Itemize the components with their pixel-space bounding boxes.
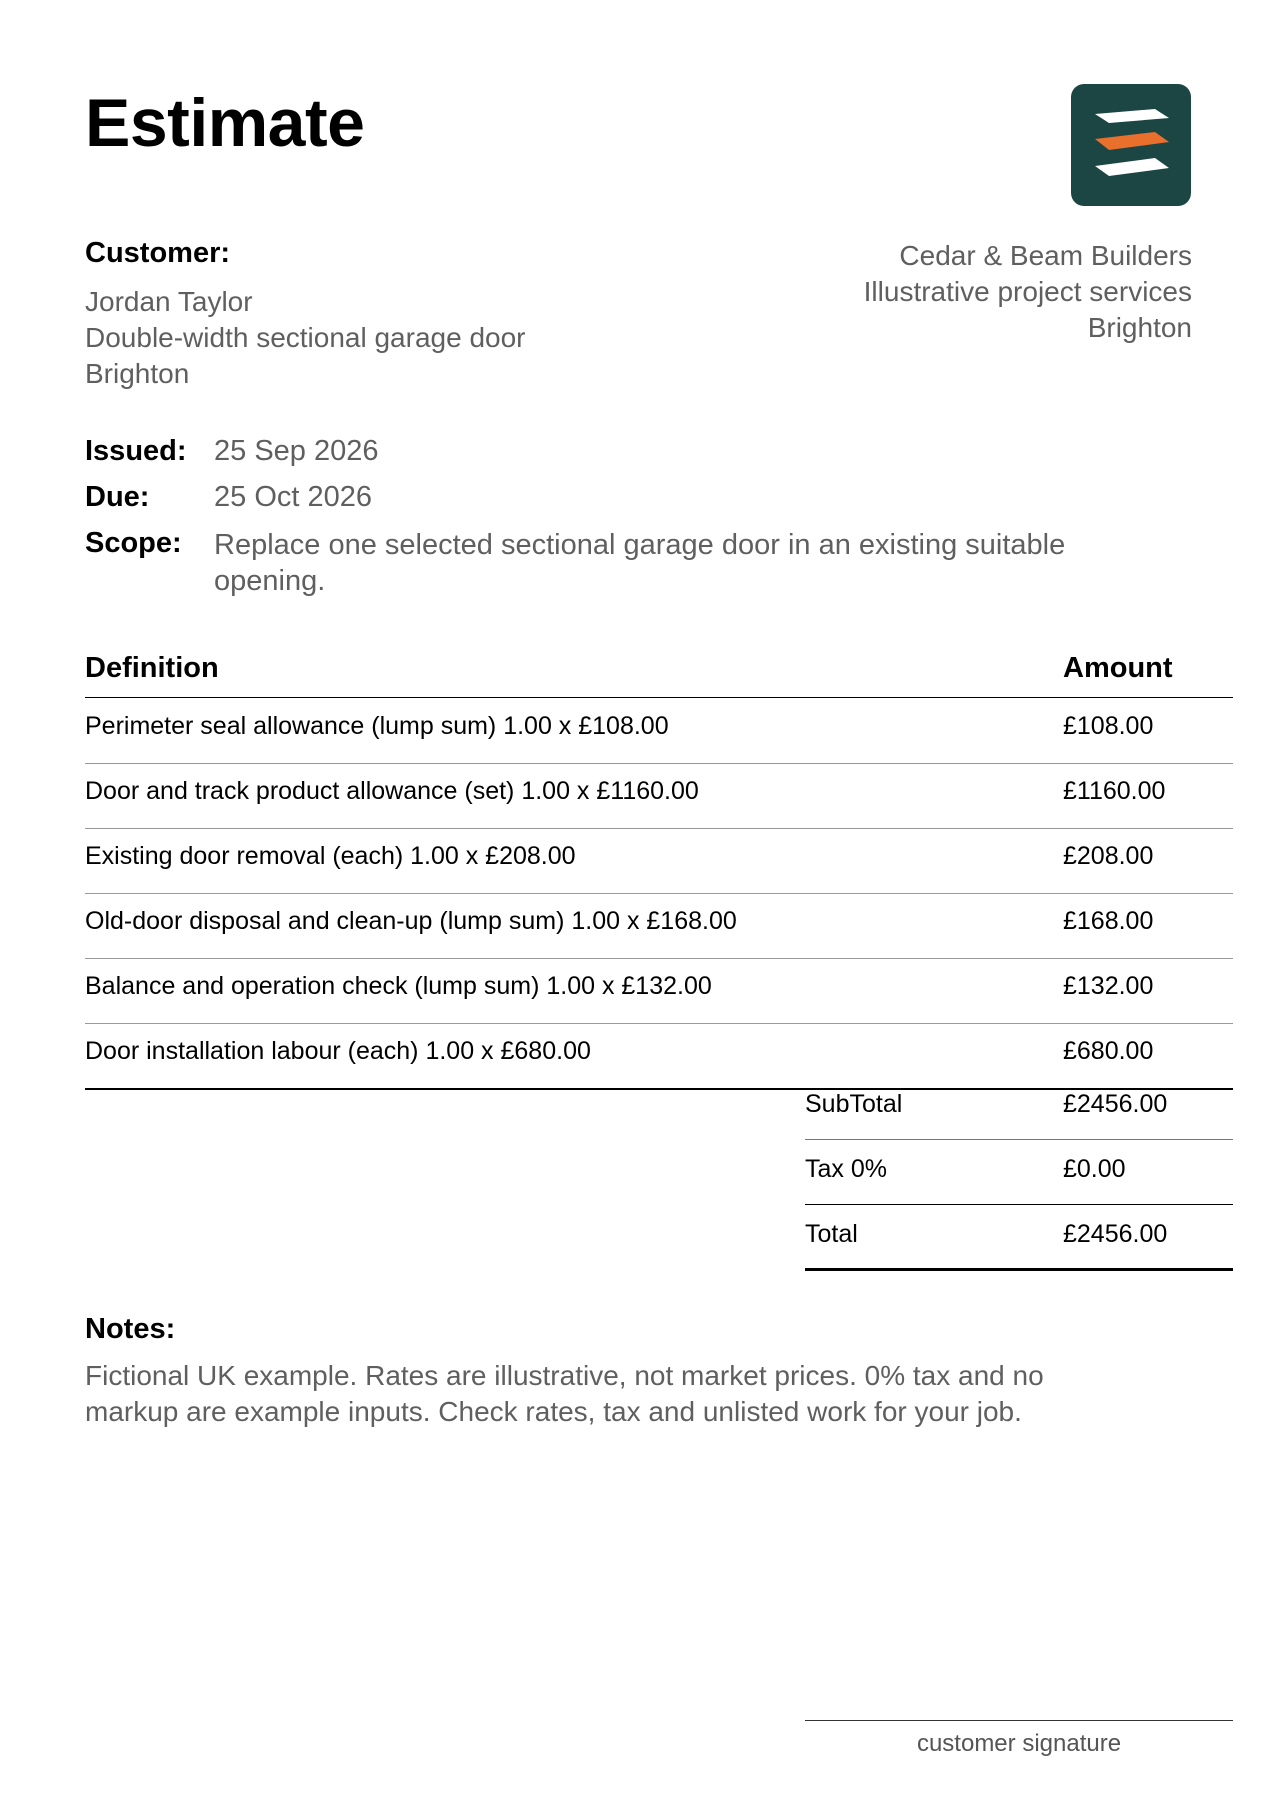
item-description: Door and track product allowance (set) 1.00 x £1160.00 — [85, 777, 699, 805]
document-title: Estimate — [85, 85, 365, 161]
item-description: Door installation labour (each) 1.00 x £680.00 — [85, 1037, 591, 1065]
company-location: Brighton — [1087, 312, 1192, 343]
notes-label: Notes: — [85, 1313, 176, 1345]
notes-text — [85, 1358, 1165, 1430]
scope-text-line: opening. — [214, 565, 326, 597]
customer-name: Jordan Taylor — [85, 286, 253, 317]
totals-block — [805, 1090, 1233, 1270]
item-amount: £680.00 — [1063, 1037, 1154, 1065]
subtotal-label: SubTotal — [805, 1090, 903, 1118]
subtotal-value: £2456.00 — [1063, 1090, 1168, 1118]
signature-label: customer signature — [916, 1730, 1122, 1757]
total-value: £2456.00 — [1063, 1220, 1168, 1248]
signature-line[interactable] — [805, 1720, 1233, 1721]
item-description: Perimeter seal allowance (lump sum) 1.00 x £108.00 — [85, 712, 669, 740]
company-logo — [1071, 84, 1191, 206]
customer-location: Brighton — [85, 358, 190, 389]
item-amount: £1160.00 — [1063, 777, 1166, 805]
total-underline — [805, 1268, 1233, 1271]
item-amount: £108.00 — [1063, 712, 1154, 740]
total-label: Total — [805, 1220, 858, 1248]
table-row — [85, 828, 1233, 893]
totals-divider — [805, 1139, 1233, 1140]
stacked-planks-logo-icon — [1071, 84, 1191, 206]
table-row — [85, 698, 1233, 763]
company-name: Cedar & Beam Builders — [899, 240, 1192, 271]
issued-label: Issued: — [85, 435, 187, 467]
item-amount: £208.00 — [1063, 842, 1154, 870]
table-row — [85, 893, 1233, 958]
issued-date: 25 Sep 2026 — [214, 435, 379, 467]
table-row — [85, 958, 1233, 1023]
notes-line: markup are example inputs. Check rates, tax and unlisted work for your job. — [85, 1396, 1022, 1427]
table-row — [85, 763, 1233, 828]
company-tagline: Illustrative project services — [863, 276, 1192, 307]
line-items-table — [85, 652, 1233, 1102]
scope-text-line: Replace one selected sectional garage door in an existing suitable — [214, 529, 1066, 561]
scope-label: Scope: — [85, 527, 182, 559]
scope-text — [214, 527, 1214, 599]
tax-label: Tax 0% — [805, 1155, 887, 1183]
customer-project: Double-width sectional garage door — [85, 322, 526, 353]
tax-value: £0.00 — [1063, 1155, 1126, 1183]
due-label: Due: — [85, 481, 150, 513]
customer-label: Customer: — [85, 237, 231, 269]
due-date: 25 Oct 2026 — [214, 481, 372, 513]
customer-details — [85, 284, 526, 392]
company-details — [864, 238, 1192, 346]
item-description: Existing door removal (each) 1.00 x £208.00 — [85, 842, 576, 870]
table-row — [85, 1023, 1233, 1088]
definition-header: Definition — [85, 652, 219, 684]
notes-line: Fictional UK example. Rates are illustrative, not market prices. 0% tax and no — [85, 1360, 1044, 1391]
amount-header: Amount — [1063, 652, 1173, 684]
item-amount: £168.00 — [1063, 907, 1154, 935]
item-amount: £132.00 — [1063, 972, 1154, 1000]
totals-divider — [805, 1204, 1233, 1205]
item-description: Old-door disposal and clean-up (lump sum) 1.00 x £168.00 — [85, 907, 737, 935]
item-description: Balance and operation check (lump sum) 1.00 x £132.00 — [85, 972, 712, 1000]
